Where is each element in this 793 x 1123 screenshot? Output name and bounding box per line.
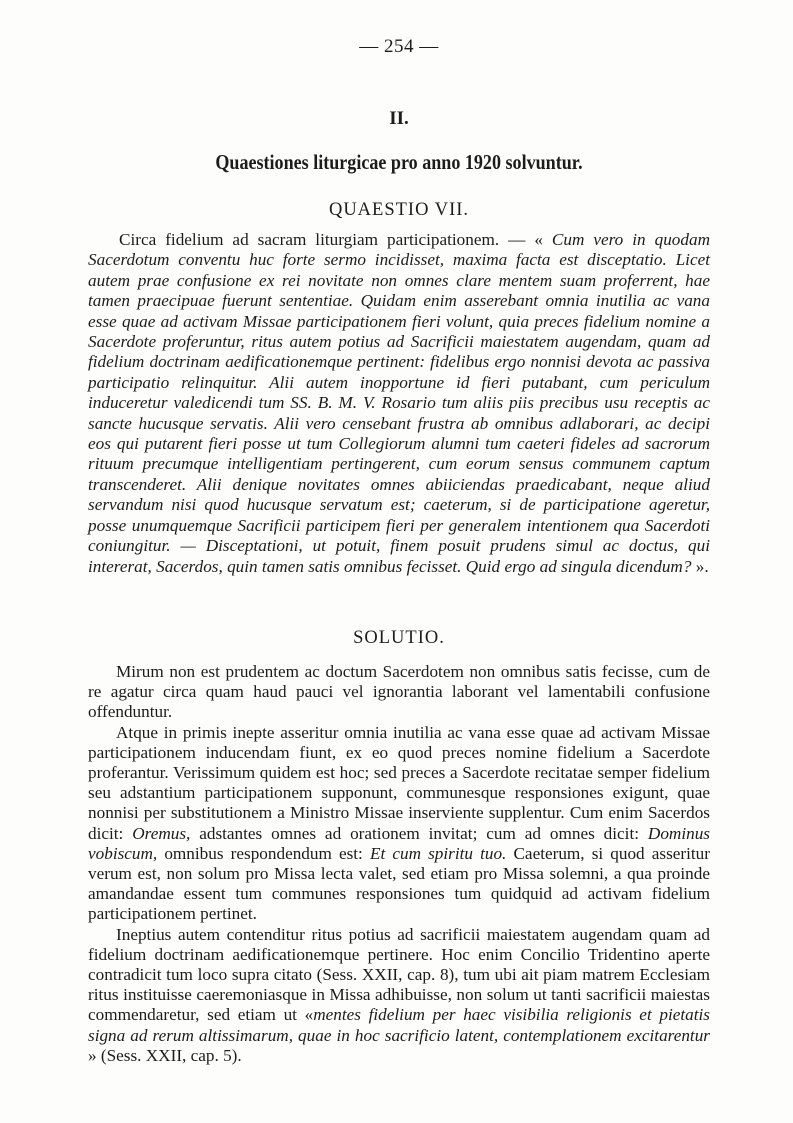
p2-text-a: Atque in primis inepte asseritur omnia inutilia ac vana esse quae ad activam Missae participationem inducendam fiunt, ex eo quod preces nomine fidelium a Sacerdote proferantur. Verissimum quidem est hoc; sed preces a Sacerdote recitatae semper fidelium seu adstantium participationem supponunt, communesque responsiones exigunt, quae nonnisi per substitutionem a Ministro Missae inserviente supplentur. Cum enim Sacerdos dicit: <box>88 722 710 843</box>
p2-text-b: adstantes omnes ad orationem invitat; cum ad omnes dicit: <box>190 823 648 843</box>
page-number: — 254 — <box>359 36 439 57</box>
section-number: II. <box>389 108 409 129</box>
p2-text-d: Caeterum, si quod asseritur verum est, non solum pro Missa lecta valet, sed etiam pro Missa solemni, a qua proinde amandandae essent tum communes responsiones tum quidquid ad activam fidelium participationem pertinet. <box>88 843 710 924</box>
solution-title: SOLUTIO. <box>353 628 445 648</box>
p3-text-a: Ineptius autem contenditur ritus potius ad sacrificii maiestatem augendam quam ad fidelium doctrinam aedificationemque pertinere. Hoc enim Concilio Tridentino aperte contradicit tum loco supra citato (Sess. XXII, cap. 8), tum ubi ait piam matrem Ecclesiam ritus instituisse caeremoniasque in Missa adhibuisse, non solum ut tanti sacrificii maiestas commendaretur, sed etiam ut « <box>88 924 710 1025</box>
question-body: Cum vero in quodam Sacerdotum conventu huc forte sermo incidisset, maxima facta est disceptatio. Licet autem prae confusione ex rei novitate non omnes clare mentem suam proferrent, hae tamen praecipuae fuerunt sententiae. Quidam enim asserebant omnia inutilia ac vana esse quae ad activam Missae participationem fieri volunt, quia preces fidelium nomine a Sacerdote proferuntur, ritus autem potius ad Sacrificii maiestatem augendam, quam ad fidelium doctrinam aedificationemque pertinent: fidelibus ergo nonnisi devota ac passiva participatio relinquitur. Alii autem inopportune id fieri putabant, cum periculum induceretur valedicendi tum SS. B. M. V. Rosario tum aliis piis precibus usu receptis ac sancte hucusque servatis. Alii vero censebant frustra ab omnibus adlaborari, ac decipi eos qui putarent fieri posse ut tum Collegiorum alumni tum caeteri fideles ad sacrorum rituum precumque intelligentiam pertingerent, cum eorum sensus communem captum transcenderet. Alii denique novitates omnes abiiciendas praedicabant, neque aliud servandum nisi quod hucusque servatum est; caeterum, si de participatione ageretur, posse unumquemque Sacrificii participem fieri per generalem intentionem qua Sacerdoti coniungitur. — Disceptationi, ut potuit, finem posuit prudens simul ac doctus, qui intererat, Sacerdos, quin tamen satis omnibus fecisset. Quid ergo ad singula dicendum? <box>88 230 710 576</box>
question-intro: Circa fidelium ad sacram liturgiam participationem. — « <box>119 230 552 249</box>
question-closing: ». <box>691 556 709 576</box>
main-title: Quaestiones liturgicae pro anno 1920 solvuntur. <box>215 150 583 174</box>
solution-paragraph-1: Mirum non est prudentem ac doctum Sacerdotem non omnibus satis fecisse, cum de re agatur circa quam haud pauci vel ignorantia laborant vel lamentabili confusione offenduntur. <box>88 662 710 722</box>
p2-oremus: Oremus, <box>132 823 191 843</box>
solution-text <box>88 662 710 1066</box>
solution-paragraph-3 <box>88 925 710 1066</box>
p2-text-c: omnibus respondendum est: <box>157 843 370 863</box>
p2-dominus: Dominus vobiscum, <box>88 823 710 863</box>
p3-quote: mentes fidelium per haec visibilia religionis et pietatis signa ad rerum altissimarum, quae in hoc sacrificio latent, contemplationem excitarentur <box>88 1005 710 1045</box>
question-paragraph <box>88 230 710 577</box>
solution-paragraph-2 <box>88 723 710 925</box>
question-title: QUAESTIO VII. <box>328 200 470 220</box>
p3-text-b: » (Sess. XXII, cap. 5). <box>88 1045 242 1065</box>
p2-et-cum: Et cum spiritu tuo. <box>369 843 507 863</box>
